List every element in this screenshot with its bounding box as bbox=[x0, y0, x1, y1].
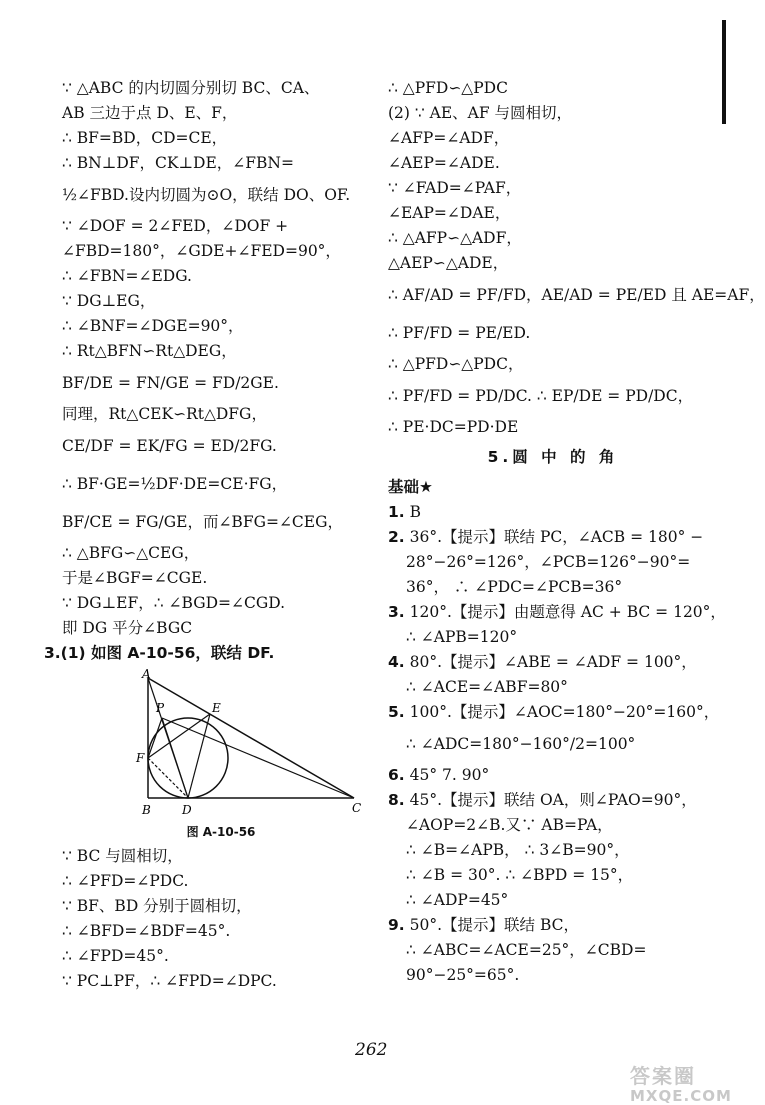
answer-number: 2. bbox=[388, 528, 405, 546]
answer-line: ∴ ∠B=∠APB， ∴ 3∠B=90°， bbox=[406, 841, 630, 859]
text-line: ∴ PF/FD = PD/DC. ∴ EP/DE = PD/DC， bbox=[388, 387, 694, 405]
text-line: ∠EAP=∠DAE， bbox=[388, 204, 511, 222]
watermark-logo bbox=[630, 1060, 740, 1105]
text-line: ∴ △BFG∽△CEG， bbox=[62, 544, 200, 562]
text-line: ∴ ∠BNF=∠DGE=90°， bbox=[62, 317, 244, 335]
right-column bbox=[388, 76, 765, 988]
text-line: BF/DE = FN/GE = FD/2GE. bbox=[62, 374, 279, 392]
answer-line bbox=[388, 500, 718, 525]
segment-PD bbox=[162, 718, 188, 798]
answer-number: 9. bbox=[388, 916, 405, 934]
text-line: ∴ ∠BFD=∠BDF=45°. bbox=[62, 922, 231, 940]
text-line: ∴ PF/FD = PE/ED. bbox=[388, 324, 531, 342]
answer-text: B bbox=[409, 503, 422, 521]
label-A: A bbox=[142, 667, 151, 681]
label-F: F bbox=[136, 751, 145, 765]
label-E: E bbox=[212, 701, 221, 715]
segment-AC bbox=[148, 678, 354, 798]
text-line: AB 三边于点 D、E、F， bbox=[62, 104, 238, 122]
answer-line: ∴ ∠ACE=∠ABF=80° bbox=[406, 678, 568, 696]
answer-line: ∴ ∠B = 30°. ∴ ∠BPD = 15°， bbox=[406, 866, 634, 884]
text-line: ∵ BC 与圆相切， bbox=[62, 847, 183, 865]
answer-number: 5. bbox=[388, 703, 405, 721]
text-line: ∴ BF·GE=½DF·DE=CE·FG， bbox=[62, 475, 288, 493]
label-D: D bbox=[182, 803, 192, 817]
label-B: B bbox=[142, 803, 151, 817]
answer-line: ∴ ∠ADP=45° bbox=[406, 891, 509, 909]
section-title: 5.圆 中 的 角 bbox=[487, 448, 619, 466]
text-line: ∴ PE·DC=PD·DE bbox=[388, 418, 519, 436]
text-line: ∠FBD=180°，∠GDE+∠FED=90°， bbox=[62, 242, 341, 260]
margin-bar bbox=[722, 20, 726, 124]
label-C: C bbox=[352, 801, 362, 815]
text-line: 即 DG 平分∠BGC bbox=[62, 619, 193, 637]
answer-line bbox=[388, 600, 726, 625]
text-line: ∴ ∠PFD=∠PDC. bbox=[62, 872, 189, 890]
answer-line bbox=[388, 525, 718, 550]
text-line: ∴ AF/AD = PF/FD，AE/AD = PE/ED 且 AE=AF， bbox=[388, 286, 765, 304]
answer-line: ∠AOP=2∠B.又∵ AB=PA， bbox=[406, 816, 613, 834]
left-column bbox=[44, 76, 380, 994]
text-line: ∴ BN⊥DF，CK⊥DE，∠FBN= bbox=[62, 154, 294, 172]
text-line: ∴ ∠FPD=45°. bbox=[62, 947, 169, 965]
answer-line: 90°−25°=65°. bbox=[406, 966, 520, 984]
answer-text: 36°.【提示】联结 PC，∠ACB = 180° − bbox=[409, 528, 704, 546]
text-line: ∵ DG⊥EG， bbox=[62, 292, 156, 310]
text-line: ∵ ∠FAD=∠PAF， bbox=[388, 179, 522, 197]
text-line: ∴ BF=BD，CD=CE， bbox=[62, 129, 228, 147]
question-3-heading: 3.(1) 如图 A-10-56，联结 DF. bbox=[44, 644, 275, 662]
text-line: △AEP∽△ADE， bbox=[388, 254, 509, 272]
text-line: ∵ PC⊥PF，∴ ∠FPD=∠DPC. bbox=[62, 972, 277, 990]
answer-text: 120°.【提示】由题意得 AC + BC = 120°， bbox=[409, 603, 726, 621]
text-line: (2) ∵ AE、AF 与圆相切， bbox=[388, 104, 573, 122]
answer-text: 100°.【提示】∠AOC=180°−20°=160°， bbox=[409, 703, 720, 721]
answer-number: 8. bbox=[388, 791, 405, 809]
text-line: ∴ △PFD∽△PDC bbox=[388, 79, 508, 97]
answer-number: 6. bbox=[388, 766, 405, 784]
figure-caption: 图 A-10-56 bbox=[186, 825, 256, 839]
text-line: ∠AEP=∠ADE. bbox=[388, 154, 500, 172]
answer-line: 28°−26°=126°，∠PCB=126°−90°= bbox=[406, 553, 691, 571]
page-number: 262 bbox=[355, 1040, 388, 1060]
text-line: ∴ △PFD∽△PDC， bbox=[388, 355, 524, 373]
text-line: 同理，Rt△CEK∽Rt△DFG， bbox=[62, 405, 267, 423]
answer-number: 3. bbox=[388, 603, 405, 621]
answer-text: 45°.【提示】联结 OA，则∠PAO=90°， bbox=[409, 791, 697, 809]
text-line: CE/DF = EK/FG = ED/2FG. bbox=[62, 437, 277, 455]
text-line: ∵ DG⊥EF，∴ ∠BGD=∠CGD. bbox=[62, 594, 286, 612]
text-line: ∵ ∠DOF = 2∠FED，∠DOF + bbox=[62, 217, 289, 235]
answer-line bbox=[388, 788, 718, 813]
answer-line bbox=[388, 700, 718, 725]
label-P: P bbox=[156, 701, 165, 715]
subsection-title: 基础★ bbox=[388, 478, 433, 496]
answer-line: 36°， ∴ ∠PDC=∠PCB=36° bbox=[406, 578, 623, 596]
text-line: ∵ △ABC 的内切圆分别切 BC、CA、 bbox=[62, 79, 320, 97]
text-line: ∴ △AFP∽△ADF， bbox=[388, 229, 522, 247]
column-divider bbox=[382, 80, 383, 1030]
answer-number: 4. bbox=[388, 653, 405, 671]
answer-line bbox=[388, 913, 718, 938]
text-line: ∴ ∠FBN=∠EDG. bbox=[62, 267, 192, 285]
answer-line: ∴ ∠APB=120° bbox=[406, 628, 518, 646]
answer-line bbox=[388, 763, 718, 788]
text-line: ∠AFP=∠ADF， bbox=[388, 129, 510, 147]
text-line: 于是∠BGF=∠CGE. bbox=[62, 569, 208, 587]
answer-text: 50°.【提示】联结 BC， bbox=[409, 916, 579, 934]
text-line: ½∠FBD.设内切圆为⊙O，联结 DO、OF. bbox=[62, 186, 351, 204]
answer-text: 80°.【提示】∠ABE = ∠ADF = 100°， bbox=[409, 653, 697, 671]
answer-line: ∴ ∠ABC=∠ACE=25°，∠CBD= bbox=[406, 941, 647, 959]
answer-text: 45° 7. 90° bbox=[409, 766, 490, 784]
answer-line bbox=[388, 650, 718, 675]
text-line: BF/CE = FG/GE，而∠BFG=∠CEG， bbox=[62, 513, 343, 531]
text-line: ∴ Rt△BFN∽Rt△DEG， bbox=[62, 342, 237, 360]
figure-svg bbox=[136, 667, 362, 820]
watermark-top: 答案圈 bbox=[630, 1064, 696, 1088]
watermark-bottom: MXQE.COM bbox=[630, 1087, 732, 1105]
answer-number: 1. bbox=[388, 503, 405, 521]
answer-line: ∴ ∠ADC=180°−160°/2=100° bbox=[406, 735, 636, 753]
segment-PF bbox=[148, 718, 162, 758]
text-line: ∵ BF、BD 分别于圆相切， bbox=[62, 897, 252, 915]
geometry-figure bbox=[136, 667, 362, 820]
